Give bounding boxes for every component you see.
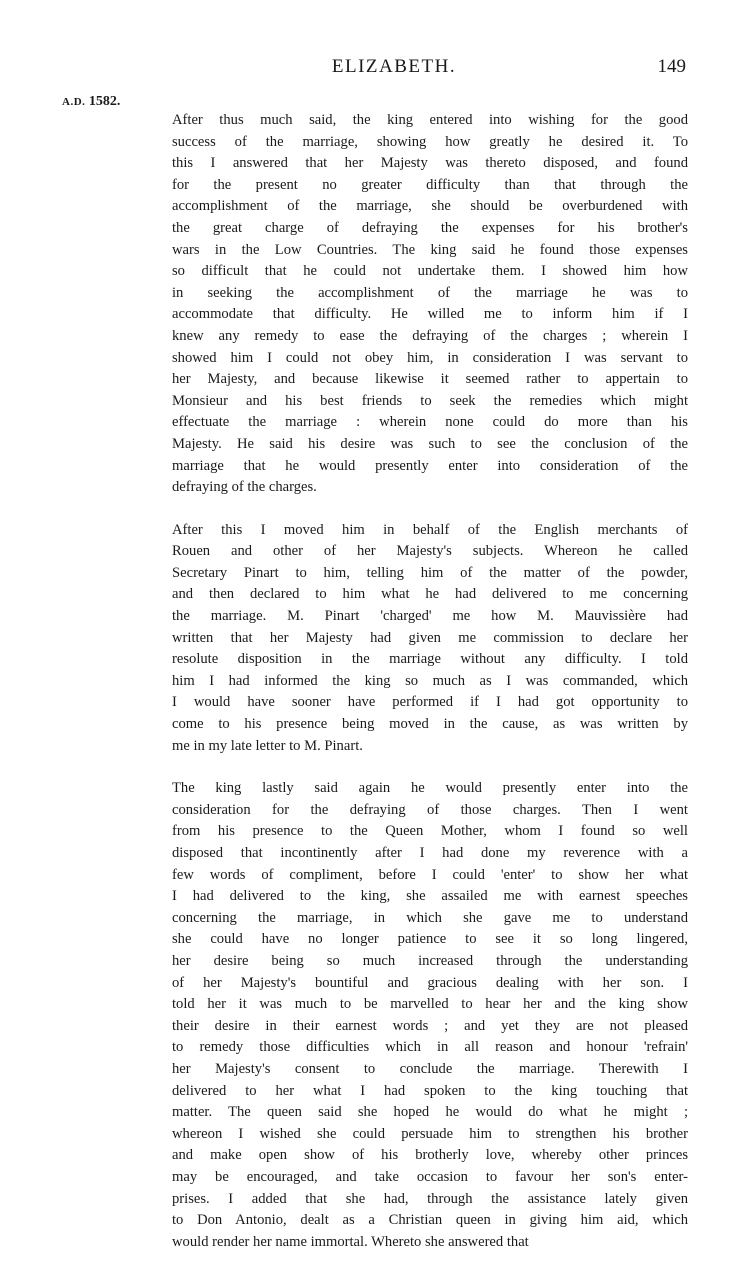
text-line: Monsieur and his best friends to seek the remedies which might bbox=[172, 392, 688, 409]
text-line: I had delivered to the king, she assailed me with earnest speeches bbox=[172, 888, 688, 905]
text-line: from his presence to the Queen Mother, whom I found so well bbox=[172, 823, 688, 840]
text-line: to remedy those difficulties which in all reason and honour 'refrain' bbox=[172, 1039, 688, 1056]
paragraph bbox=[172, 778, 688, 1253]
text-line: Rouen and other of her Majesty's subjects. Whereon he called bbox=[172, 543, 688, 560]
margin-date bbox=[62, 94, 120, 110]
text-line: disposed that incontinently after I had done my reverence with a bbox=[172, 845, 688, 861]
text-line: for the present no greater difficulty than that through the bbox=[172, 176, 688, 193]
text-line: prises. I added that she had, through the assistance lately given bbox=[172, 1190, 688, 1207]
text-line: of her Majesty's bountiful and gracious dealing with her son. I bbox=[172, 974, 688, 991]
text-line: wars in the Low Countries. The king said he found those expenses bbox=[172, 241, 688, 258]
text-line: me in my late letter to M. Pinart. bbox=[172, 737, 363, 754]
text-line: him I had informed the king so much as I was commanded, which bbox=[172, 672, 688, 689]
text-line: delivered to her what I had spoken to the king touching that bbox=[172, 1082, 688, 1099]
text-line: resolute disposition in the marriage without any difficulty. I told bbox=[172, 651, 688, 668]
text-line: this I answered that her Majesty was thereto disposed, and found bbox=[172, 155, 688, 172]
text-line: defraying of the charges. bbox=[172, 479, 317, 496]
text-line: to Don Antonio, dealt as a Christian queen in giving him aid, which bbox=[172, 1212, 688, 1229]
text-line: whereon I wished she could persuade him to strengthen his brother bbox=[172, 1125, 688, 1142]
text-line: Majesty. He said his desire was such to see the conclusion of the bbox=[172, 435, 688, 452]
text-line: the marriage. M. Pinart 'charged' me how M. Mauvissière had bbox=[172, 608, 688, 625]
text-line: her desire being so much increased through the understanding bbox=[172, 952, 688, 969]
text-line: After thus much said, the king entered into wishing for the good bbox=[172, 112, 688, 128]
text-line: her Majesty's consent to conclude the marriage. Therewith I bbox=[172, 1060, 688, 1077]
text-line: may be encouraged, and take occasion to favour her son's enter- bbox=[172, 1168, 688, 1185]
text-line: marriage that he would presently enter into consideration of the bbox=[172, 457, 688, 474]
text-line: After this I moved him in behalf of the English merchants of bbox=[172, 521, 688, 538]
margin-date-year: 1582. bbox=[88, 94, 121, 109]
text-line: written that her Majesty had given me commission to declare her bbox=[172, 629, 688, 646]
text-line: Secretary Pinart to him, telling him of the matter of the powder, bbox=[172, 564, 688, 581]
text-line: accommodate that difficulty. He willed me to inform him if I bbox=[172, 306, 688, 323]
text-line: and then declared to him what he had delivered to me concerning bbox=[172, 586, 688, 603]
page-number: 149 bbox=[657, 56, 686, 77]
text-line: the great charge of defraying the expenses for his brother's bbox=[172, 219, 688, 236]
text-line: accomplishment of the marriage, she should be overburdened with bbox=[172, 198, 688, 215]
text-line: I would have sooner have performed if I had got opportunity to bbox=[172, 694, 688, 711]
text-line: effectuate the marriage : wherein none could do more than his bbox=[172, 414, 688, 431]
text-line: in seeking the accomplishment of the marriage he was to bbox=[172, 284, 688, 301]
text-line: and make open show of his brotherly love, whereby other princes bbox=[172, 1147, 688, 1164]
text-line: success of the marriage, showing how greatly he desired it. To bbox=[172, 133, 688, 150]
text-line: so difficult that he could not undertake them. I showed him how bbox=[172, 263, 688, 280]
text-line: consideration for the defraying of those charges. Then I went bbox=[172, 801, 688, 818]
text-line: told her it was much to be marvelled to hear her and the king show bbox=[172, 996, 688, 1013]
paragraph bbox=[172, 520, 688, 758]
text-line: her Majesty, and because likewise it seemed rather to appertain to bbox=[172, 371, 688, 388]
text-line: matter. The queen said she hoped he would do what he might ; bbox=[172, 1104, 688, 1121]
text-line: come to his presence being moved in the cause, as was written by bbox=[172, 716, 688, 733]
text-line: showed him I could not obey him, in consideration I was servant to bbox=[172, 349, 688, 366]
running-head bbox=[0, 56, 748, 84]
body-text bbox=[172, 110, 688, 1274]
text-line: The king lastly said again he would presently enter into the bbox=[172, 780, 688, 797]
text-line: few words of compliment, before I could 'enter' to show her what bbox=[172, 866, 688, 883]
margin-date-prefix: A.D. bbox=[62, 96, 86, 108]
paragraph bbox=[172, 110, 688, 499]
text-line: their desire in their earnest words ; and yet they are not pleased bbox=[172, 1017, 688, 1034]
text-line: concerning the marriage, in which she gave me to understand bbox=[172, 909, 688, 926]
text-line: would render her name immortal. Whereto she answered that bbox=[172, 1233, 529, 1250]
running-title: ELIZABETH. bbox=[331, 56, 457, 77]
text-line: knew any remedy to ease the defraying of the charges ; wherein I bbox=[172, 327, 688, 344]
text-line: she could have no longer patience to see it so long lingered, bbox=[172, 931, 688, 948]
